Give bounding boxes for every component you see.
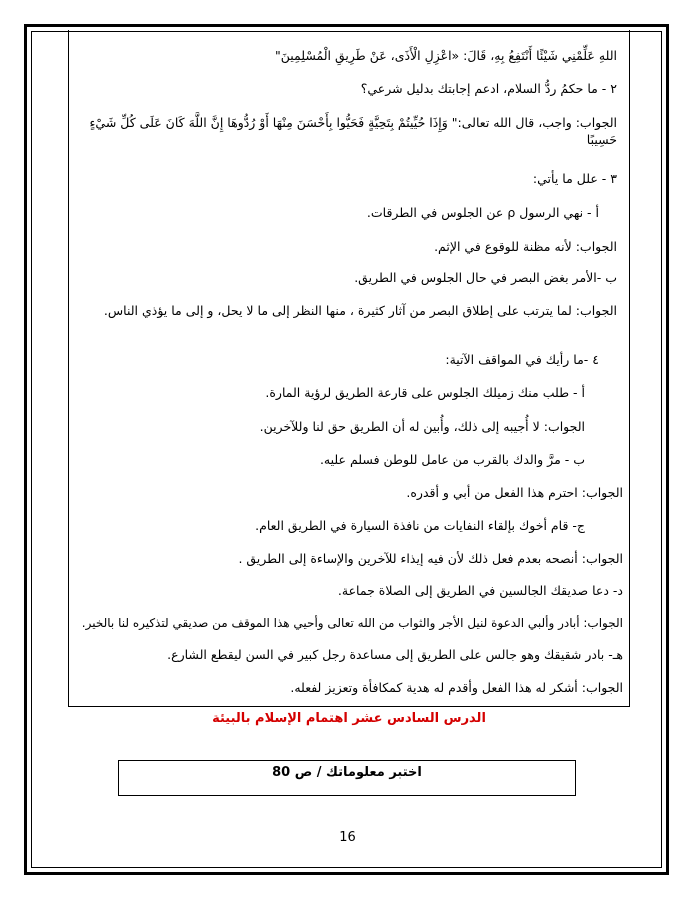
item-4c: ج- قام أخوك بإلقاء النفايات من نافذة السيارة في الطريق العام. — [255, 518, 585, 533]
answer-4c: الجواب: أنصحه بعدم فعل ذلك لأن فيه إيذاء للآخرين والإساءة إلى الطريق . — [238, 551, 623, 566]
answer-3a: الجواب: لأنه مظنة للوقوع في الإثم. — [434, 239, 617, 254]
answer-3b: الجواب: لما يترتب على إطلاق البصر من آثار كثيرة ، منها النظر إلى ما لا يحل، و إلى ما يؤذي الناس. — [103, 303, 617, 318]
test-box — [118, 760, 576, 796]
answer-4b: الجواب: احترم هذا الفعل من أبي و أقدره. — [406, 485, 623, 500]
question-4: ٤ -ما رأيك في المواقف الآتية: — [445, 352, 599, 367]
answer-4a: الجواب: لا أُجيبه إلى ذلك، وأُبين له أن الطريق حق لنا وللآخرين. — [259, 419, 585, 434]
item-3a: أ - نهي الرسول ρ عن الجلوس في الطرقات. — [366, 205, 599, 220]
answer-4d: الجواب: أبادر وألبي الدعوة لنيل الأجر والثواب من الله تعالى وأحيي هذا الموقف من صديقي لتذكيره لنا بالخير. — [81, 616, 623, 630]
question-3: ٣ - علل ما يأتي: — [532, 171, 617, 186]
question-2: ٢ - ما حكمُ ردُّ السلام، ادعم إجابتك بدليل شرعي؟ — [360, 81, 617, 96]
answer-2: الجواب: واجب، قال الله تعالى:" وَإِذَا حُيِّيتُمْ بِتَحِيَّةٍ فَحَيُّوا بِأَحْسَنَ مِنْهَا أَوْ رُدُّوهَا إِنَّ اللَّهَ كَانَ عَلَى كُلِّ شَيْءٍ حَسِيبًا — [89, 115, 617, 147]
item-4a: أ - طلب منك زميلك الجلوس على قارعة الطريق لرؤية المارة. — [265, 385, 585, 400]
page-number: 16 — [339, 830, 356, 845]
item-4b: ب - مرَّ والدك بالقرب من عامل للوطن فسلم عليه. — [319, 452, 585, 467]
test-label: اختبر معلوماتك / ص 80 — [272, 765, 422, 780]
item-3b: ب -الأمر بغض البصر في حال الجلوس في الطريق. — [354, 270, 617, 285]
answer-4e: الجواب: أشكر له هذا الفعل وأقدم له هدية كمكافأة وتعزيز لفعله. — [290, 680, 623, 695]
item-4d: د- دعا صديقك الجالسين في الطريق إلى الصلاة جماعة. — [337, 583, 623, 598]
lesson-title: الدرس السادس عشر اهتمام الإسلام بالبيئة — [212, 711, 486, 726]
item-4e: هـ- بادر شقيقك وهو جالس على الطريق إلى مساعدة رجل كبير في السن ليقطع الشارع. — [167, 647, 623, 662]
text-line-1: اللهِ عَلِّمْنِي شَيْئًا أَنْتَفِعُ بِهِ، قَالَ: «اعْزِلِ الْأَذَى، عَنْ طَرِيقِ الْمُسْلِمِينَ" — [274, 48, 617, 63]
